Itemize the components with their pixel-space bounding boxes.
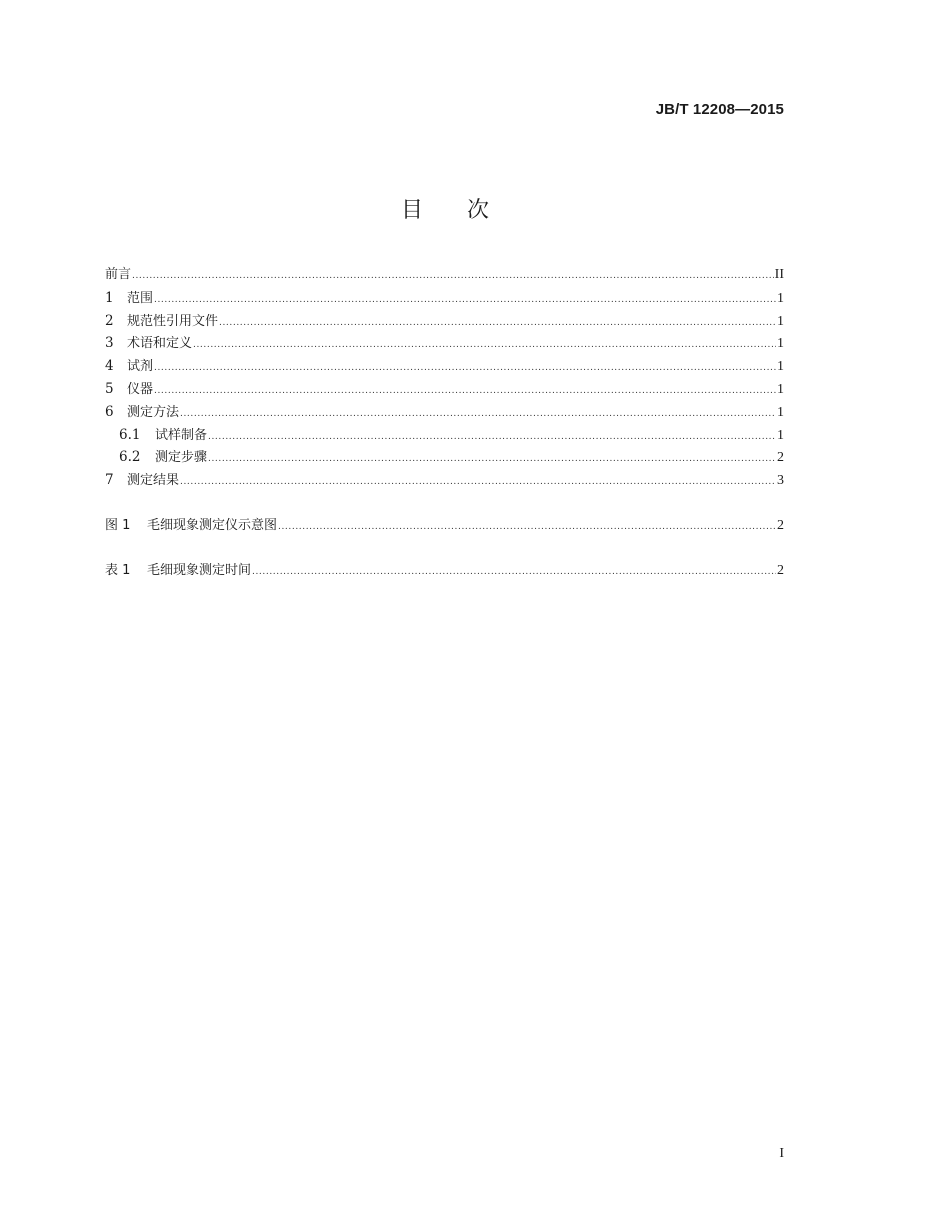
- toc-title-char-2: 次: [467, 198, 490, 223]
- toc-entry-number: 6.1: [119, 426, 141, 443]
- toc-entry-title: 前言: [105, 267, 132, 282]
- toc-entry-page: 2: [777, 450, 784, 466]
- toc-entry-title: 术语和定义: [127, 336, 193, 352]
- dot-leader: [154, 289, 776, 312]
- toc-figure-page: 2: [777, 517, 784, 533]
- toc-entry-foreword[interactable]: [105, 264, 784, 287]
- dot-leader: [252, 561, 776, 584]
- dot-leader: [180, 471, 776, 494]
- dot-leader: [154, 357, 776, 380]
- table-of-contents: [105, 264, 784, 583]
- toc-entry-6[interactable]: [105, 401, 784, 424]
- toc-entry-title: 试剂: [127, 359, 154, 375]
- toc-entry-page: II: [774, 267, 784, 282]
- toc-entry-page: 1: [777, 404, 784, 420]
- toc-entry-number: 7: [105, 472, 114, 489]
- toc-entry-number: 3: [105, 335, 114, 352]
- toc-entry-4[interactable]: [105, 355, 784, 378]
- toc-entry-number: 1: [105, 289, 114, 306]
- toc-entry-number: 4: [105, 358, 114, 375]
- toc-entry-2[interactable]: [105, 310, 784, 333]
- toc-figure-title: 毛细现象测定仪示意图: [147, 517, 278, 533]
- dot-leader: [278, 516, 776, 539]
- toc-entry-page: 1: [777, 290, 784, 306]
- toc-entry-title: 规范性引用文件: [127, 313, 219, 329]
- toc-entry-number: 5: [105, 380, 114, 397]
- toc-entry-title: 范围: [127, 290, 154, 306]
- toc-table-1[interactable]: [105, 560, 784, 583]
- page-number: I: [779, 1146, 784, 1161]
- toc-entry-6-1[interactable]: [105, 424, 784, 447]
- toc-entry-3[interactable]: [105, 332, 784, 355]
- dot-leader: [180, 403, 776, 426]
- toc-table-page: 2: [777, 563, 784, 579]
- dot-leader: [219, 312, 776, 335]
- dot-leader: [132, 265, 774, 288]
- toc-entry-page: 1: [777, 336, 784, 352]
- toc-entry-page: 3: [777, 473, 784, 489]
- toc-entry-number: 6.2: [119, 449, 141, 466]
- toc-entry-5[interactable]: [105, 378, 784, 401]
- dot-leader: [193, 334, 776, 357]
- toc-entry-page: 1: [777, 359, 784, 375]
- toc-title-char-1: 目: [400, 198, 423, 223]
- toc-title: [0, 193, 890, 224]
- dot-leader: [208, 426, 776, 449]
- toc-entry-title: 测定步骤: [155, 450, 208, 466]
- toc-entry-1[interactable]: [105, 287, 784, 310]
- toc-entry-number: 2: [105, 312, 114, 329]
- toc-entry-page: 1: [777, 427, 784, 443]
- toc-entry-page: 1: [777, 313, 784, 329]
- dot-leader: [154, 380, 776, 403]
- toc-entry-6-2[interactable]: [105, 446, 784, 469]
- toc-figure-1[interactable]: [105, 515, 784, 538]
- toc-table-number: 表 1: [105, 563, 131, 579]
- dot-leader: [208, 448, 776, 471]
- toc-entry-title: 测定结果: [127, 473, 180, 489]
- toc-figure-number: 图 1: [105, 517, 131, 533]
- toc-entry-title: 仪器: [127, 381, 154, 397]
- toc-entry-title: 测定方法: [127, 404, 180, 420]
- toc-table-title: 毛细现象测定时间: [147, 563, 252, 579]
- toc-entry-title: 试样制备: [155, 427, 208, 443]
- toc-entry-number: 6: [105, 403, 114, 420]
- standard-code: JB/T 12208—2015: [655, 101, 784, 118]
- toc-entry-7[interactable]: [105, 469, 784, 492]
- toc-entry-page: 1: [777, 381, 784, 397]
